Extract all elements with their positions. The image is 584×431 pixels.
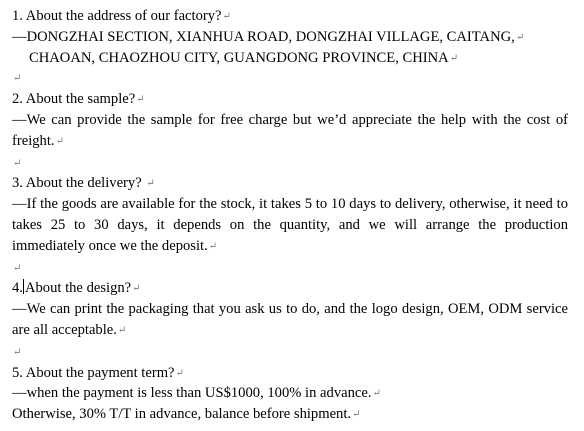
- paragraph-mark-icon: ↵: [13, 346, 22, 358]
- paragraph-mark-icon: ↵: [132, 283, 141, 295]
- paragraph-mark-icon: ↵: [13, 157, 22, 169]
- empty-paragraph: [12, 258, 568, 279]
- question-3-heading: 3. About the delivery? ↵: [12, 175, 155, 192]
- paragraph-mark-icon: ↵: [117, 324, 127, 336]
- question-5-heading: 5. About the payment term?↵: [12, 364, 184, 381]
- question-2-heading: 2. About the sample?↵: [12, 91, 145, 108]
- paragraph-mark-icon: ↵: [55, 135, 64, 147]
- question-5-answer-line-2: Otherwise, 30% T/T in advance, balance before shipment.↵: [12, 406, 361, 423]
- question-4-heading: 4. About the design?↵: [12, 280, 141, 297]
- paragraph-mark-icon: ↵: [146, 178, 155, 190]
- paragraph-mark-icon: ↵: [175, 367, 184, 379]
- paragraph-mark-icon: ↵: [222, 11, 231, 22]
- question-1-answer-line-2: CHAOAN, CHAOZHOU CITY, GUANGDONG PROVINCE, CHINA↵: [29, 49, 459, 66]
- paragraph-mark-icon: ↵: [515, 31, 525, 43]
- question-1-heading: 1. About the address of our factory?↵: [12, 8, 231, 24]
- empty-paragraph: [12, 342, 568, 363]
- question-5-answer-line-1: —when the payment is less than US$1000, 100% in advance.↵: [12, 385, 381, 402]
- question-1-answer-line-1: —DONGZHAI SECTION, XIANHUA ROAD, DONGZHAI VILLAGE, CAITANG,↵: [12, 28, 525, 45]
- paragraph-mark-icon: ↵: [13, 262, 22, 274]
- question-4-answer: —We can print the packaging that you ask us to do, and the logo design, OEM, ODM service are all acceptable.↵: [12, 301, 568, 338]
- paragraph-mark-icon: ↵: [208, 240, 218, 252]
- document-body[interactable]: [12, 6, 568, 425]
- paragraph-mark-icon: ↵: [13, 73, 22, 85]
- empty-paragraph: [12, 153, 568, 174]
- question-2-answer: —We can provide the sample for free charge but we’d appreciate the help with the cost of freight.↵: [12, 111, 568, 149]
- paragraph-mark-icon: ↵: [352, 409, 361, 421]
- question-3-answer: —If the goods are available for the stock, it takes 5 to 10 days to delivery, otherwise, it need to takes 25 to 30 days, it depends on the quantity, and we will arrange the production immediately once we the deposit.↵: [12, 196, 568, 254]
- empty-paragraph: [12, 68, 568, 89]
- text-cursor: [23, 279, 24, 294]
- paragraph-mark-icon: ↵: [372, 388, 381, 400]
- paragraph-mark-icon: ↵: [449, 52, 459, 64]
- paragraph-mark-icon: ↵: [136, 94, 145, 106]
